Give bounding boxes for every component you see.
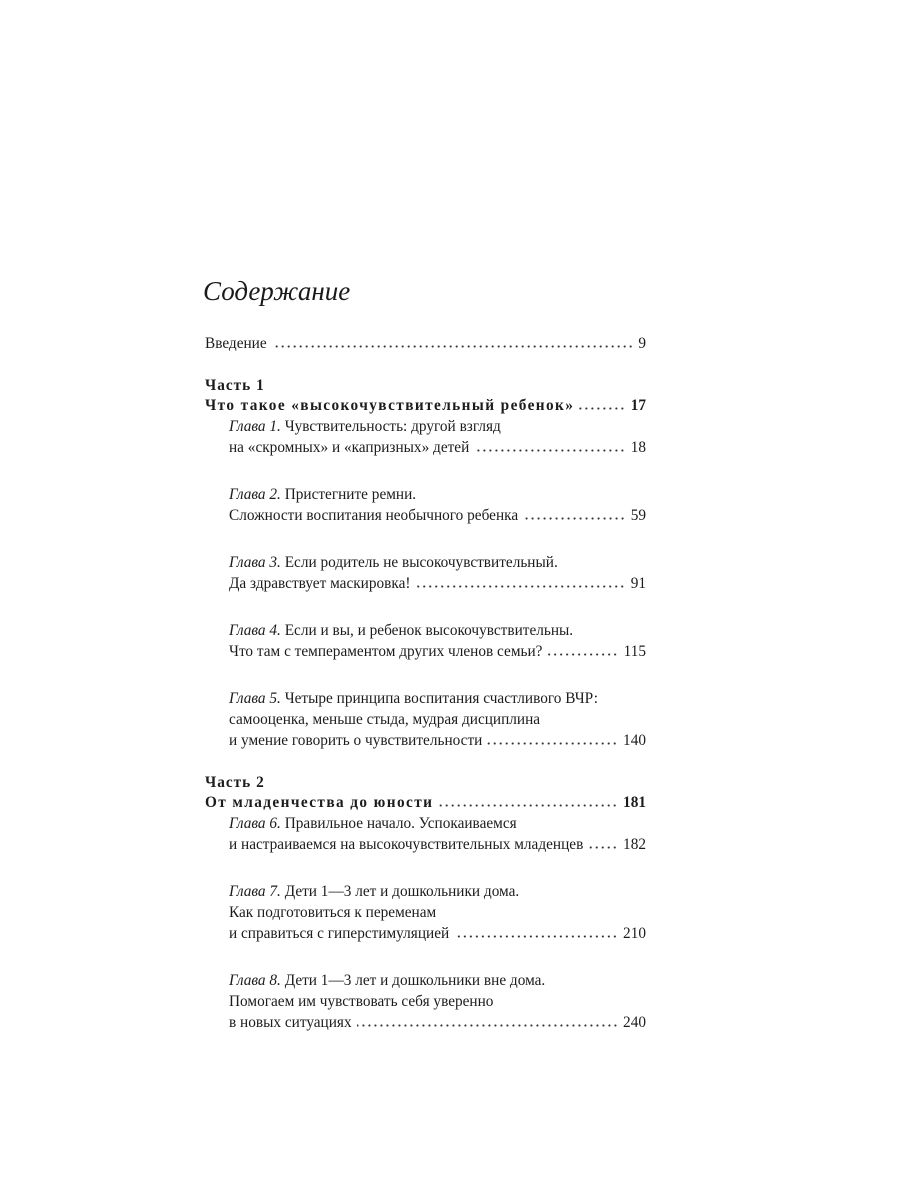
part-title-entry[interactable] <box>205 792 646 813</box>
chapter-title-line: Дети 1—3 лет и дошкольники дома. <box>284 883 520 900</box>
part-1 <box>205 376 646 751</box>
dot-leader <box>415 584 625 589</box>
chapter-title-line: Помогаем им чувствовать себя уверенно <box>229 993 494 1010</box>
chapter-number: Глава 5. <box>229 690 281 707</box>
dot-leader <box>474 448 625 453</box>
chapter-title-line: и справиться с гиперстимуляцией <box>229 925 450 942</box>
chapter-number: Глава 3. <box>229 554 281 571</box>
toc-entry-chapter[interactable] <box>205 484 646 526</box>
part-title-entry[interactable] <box>205 395 646 416</box>
dot-leader <box>438 803 618 808</box>
chapter-title-line: Если и вы, и ребенок высокочувствительны. <box>284 622 574 639</box>
dot-leader <box>272 344 634 349</box>
chapter-title-line: Да здравствует маскировка! <box>229 575 411 592</box>
toc-entry-chapter[interactable] <box>205 552 646 594</box>
dot-leader <box>547 652 618 657</box>
chapter-title-line: Четыре принципа воспитания счастливого ВЧР: <box>284 690 598 707</box>
chapter-title-line: Если родитель не высокочувствительный. <box>284 554 558 571</box>
chapter-title-line: в новых ситуациях <box>229 1014 352 1031</box>
toc-entry-intro[interactable] <box>205 333 646 354</box>
toc-entry-chapter[interactable] <box>205 881 646 944</box>
table-of-contents <box>205 333 646 1033</box>
toc-entry-chapter[interactable] <box>205 688 646 751</box>
chapter-title-line: самооценка, меньше стыда, мудрая дисциплина <box>229 711 541 728</box>
chapter-title-line: на «скромных» и «капризных» детей <box>229 439 470 456</box>
chapter-title-line: Пристегните ремни. <box>284 486 417 503</box>
toc-entry-chapter[interactable] <box>205 416 646 458</box>
dot-leader <box>487 741 618 746</box>
part-2 <box>205 773 646 1033</box>
page-number: 17 <box>630 397 646 414</box>
page-number: 18 <box>630 439 646 456</box>
toc-entry-chapter[interactable] <box>205 620 646 662</box>
part-title: Что такое «высокочувствительный ребенок» <box>205 397 575 414</box>
page-number: 115 <box>623 643 646 660</box>
page-number: 9 <box>638 335 646 352</box>
dot-leader <box>357 1023 618 1028</box>
intro-label: Введение <box>205 335 267 352</box>
chapter-title-line: Дети 1—3 лет и дошкольники вне дома. <box>284 972 546 989</box>
chapter-title-line: Чувствительность: другой взгляд <box>284 418 501 435</box>
page-number: 59 <box>630 507 646 524</box>
chapter-title-line: Правильное начало. Успокаиваемся <box>284 815 517 832</box>
page-number: 240 <box>623 1014 646 1031</box>
chapter-title-line: Что там с темпераментом других членов семьи? <box>229 643 543 660</box>
chapter-title-line: и настраиваемся на высокочувствительных младенцев <box>229 836 584 853</box>
part-title: От младенчества до юности <box>205 794 434 811</box>
dot-leader <box>579 406 625 411</box>
toc-entry-chapter[interactable] <box>205 813 646 855</box>
chapter-number: Глава 1. <box>229 418 281 435</box>
dot-leader <box>588 845 618 850</box>
page-number: 210 <box>623 925 646 942</box>
part-label: Часть 1 <box>205 377 265 394</box>
page-number: 91 <box>630 575 646 592</box>
page-number: 181 <box>623 794 646 811</box>
chapter-number: Глава 2. <box>229 486 281 503</box>
dot-leader <box>454 934 618 939</box>
dot-leader <box>523 516 626 521</box>
part-label: Часть 2 <box>205 774 265 791</box>
chapter-title-line: и умение говорить о чувствительности <box>229 732 483 749</box>
page-number: 182 <box>623 836 646 853</box>
chapter-number: Глава 4. <box>229 622 281 639</box>
chapter-title-line: Как подготовиться к переменам <box>229 904 437 921</box>
chapter-number: Глава 7. <box>229 883 281 900</box>
toc-title: Содержание <box>203 276 351 306</box>
page-number: 140 <box>623 732 646 749</box>
chapter-number: Глава 6. <box>229 815 281 832</box>
toc-entry-chapter[interactable] <box>205 970 646 1033</box>
chapter-number: Глава 8. <box>229 972 281 989</box>
chapter-title-line: Сложности воспитания необычного ребенка <box>229 507 519 524</box>
